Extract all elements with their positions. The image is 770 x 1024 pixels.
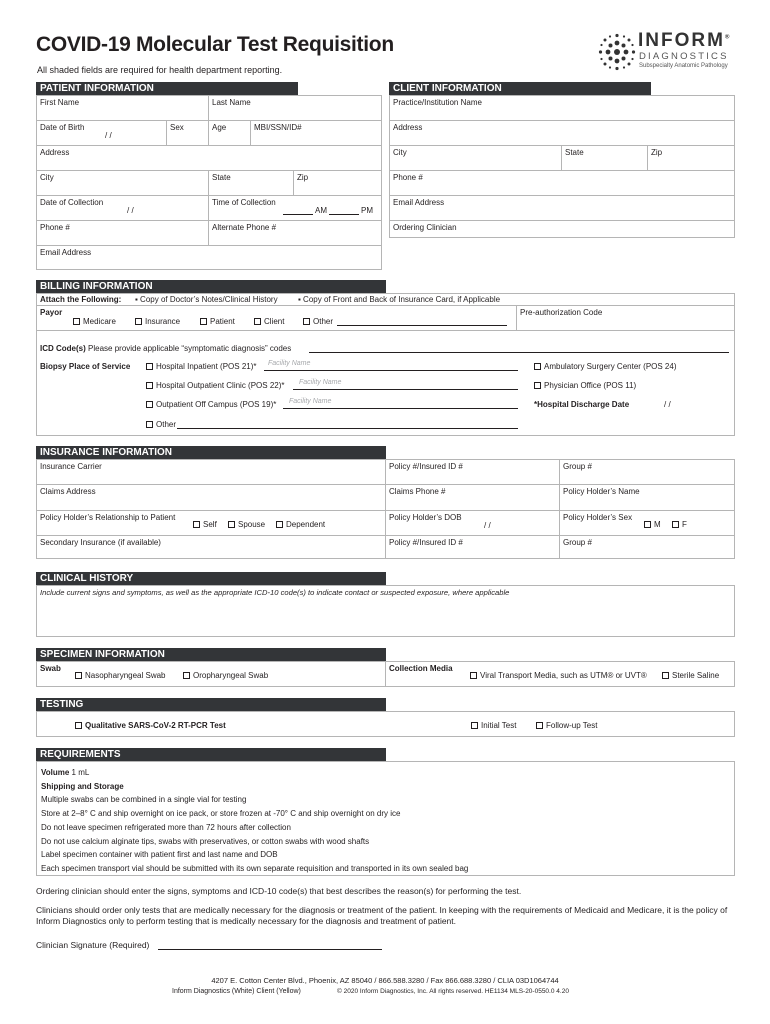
requirement-line: Do not leave specimen refrigerated more than 72 hours after collection [41,823,291,832]
swab-nasopharyngeal[interactable]: Nasopharyngeal Swab [75,671,166,680]
requirements-header: REQUIREMENTS [36,748,386,761]
claims-address-field[interactable]: Claims Address [37,485,386,511]
dob-field[interactable]: Date of Birth / / [37,121,167,146]
requirement-line: Do not use calcium alginate tips, swabs with preservatives, or cotton swabs with wood shafts [41,837,370,846]
billing-info-header: BILLING INFORMATION [36,280,386,293]
sex-field[interactable]: Sex [167,121,209,146]
volume-line: Volume 1 mL [41,768,90,777]
testing-box [36,711,735,737]
insurance-carrier-field[interactable]: Insurance Carrier [37,460,386,485]
group-field[interactable]: Group # [560,460,734,485]
preauth-code-field[interactable]: Pre-authorization Code [517,306,734,331]
requirement-line: Multiple swabs can be combined in a single vial for testing [41,795,247,804]
logo-tagline: Subspecialty Anatomic Pathology [639,63,728,69]
pos-off-campus[interactable]: Outpatient Off Campus (POS 19)* [146,400,276,409]
signature-label: Clinician Signature (Required) [36,940,150,950]
attach-row: Attach the Following: ▪ Copy of Doctor’s Notes/Clinical History ▪ Copy of Front and Back of Insurance Card, if Applicable [37,294,734,306]
page-subtitle: All shaded fields are required for health department reporting. [37,65,283,75]
client-info-box [389,95,735,238]
billing-info-box: Attach the Following: ▪ Copy of Doctor’s Notes/Clinical History ▪ Copy of Front and Back of Insurance Card, if Applicable Payor Medicare Insurance Patient Client Other Pre-authorization Code ICD Code(s) Please provide applicable “symptomatic diagnosis” codes Biopsy Place of Service Hospital Inpatient (POS 21)* Facility Name Hospital Outpatient Clinic (POS 22)* Facility Name Outpatient Off Campus (POS 19)* Facility Name Other Ambulatory Surgery Center (POS 24) Physician Office (POS 11) *Hospital Discharge Date / / [36,293,735,436]
pos-physician-office[interactable]: Physician Office (POS 11) [534,381,636,390]
payor-insurance[interactable]: Insurance [135,317,180,326]
pos-outpatient-clinic[interactable]: Hospital Outpatient Clinic (POS 22)* [146,381,285,390]
logo-sub: DIAGNOSTICS [639,51,729,62]
client-address-field[interactable]: Address [390,121,734,146]
rel-dependent[interactable]: Dependent [276,520,325,529]
patient-address-field[interactable]: Address [37,146,381,171]
patient-city-field[interactable]: City [37,171,209,196]
sex-f[interactable]: F [672,520,687,529]
page-title: COVID-19 Molecular Test Requisition [36,33,394,56]
mbi-field[interactable]: MBI/SSN/ID# [251,121,381,146]
patient-zip-field[interactable]: Zip [294,171,381,196]
test-sars-cov-2[interactable]: Qualitative SARS-CoV-2 RT-PCR Test [75,721,226,730]
payor-medicare[interactable]: Medicare [73,317,116,326]
first-name-field[interactable]: First Name [37,96,209,121]
insurance-info-header: INSURANCE INFORMATION [36,446,386,459]
sex-m[interactable]: M [644,520,661,529]
client-zip-field[interactable]: Zip [648,146,734,171]
relationship-field: Policy Holder’s Relationship to Patient Self Spouse Dependent [37,511,386,536]
policy-id-field[interactable]: Policy #/Insured ID # [386,460,560,485]
payor-client[interactable]: Client [254,317,284,326]
patient-info-box [36,95,382,270]
insurance-info-box [36,459,735,559]
rel-self[interactable]: Self [193,520,217,529]
requirement-line: Store at 2–8° C and ship overnight on ice pack, or store frozen at -70° C and ship overnight on dry ice [41,809,401,818]
patient-info-header: PATIENT INFORMATION [36,82,298,95]
shipping-heading: Shipping and Storage [41,782,124,791]
claims-phone-field[interactable]: Claims Phone # [386,485,560,511]
biopsy-place-label: Biopsy Place of Service [40,362,131,371]
media-vtm[interactable]: Viral Transport Media, such as UTM® or UVT® [470,671,647,680]
client-email-field[interactable]: Email Address [390,196,734,221]
collection-media-field: Collection Media Viral Transport Media, such as UTM® or UVT® Sterile Saline [389,664,720,680]
holder-sex-field: Policy Holder’s Sex M F [560,511,734,536]
client-state-field[interactable]: State [562,146,648,171]
footer-copies: Inform Diagnostics (White) Client (Yellow) [172,988,301,995]
holder-name-field[interactable]: Policy Holder’s Name [560,485,734,511]
payor-other[interactable]: Other [303,317,333,326]
specimen-info-box [36,661,735,687]
logo-word: INFORM® [638,30,730,51]
clinical-history-field[interactable]: Include current signs and symptoms, as well as the appropriate ICD-10 code(s) to indicate contact or suspected exposure, where applicable [36,585,735,637]
date-of-collection-field[interactable]: Date of Collection / / [37,196,209,221]
testing-header: TESTING [36,698,386,711]
pos-ambulatory[interactable]: Ambulatory Surgery Center (POS 24) [534,362,677,371]
specimen-info-header: SPECIMEN INFORMATION [36,648,386,661]
requirement-line: Label specimen container with patient first and last name and DOB [41,850,278,859]
group-2-field[interactable]: Group # [563,538,592,547]
client-city-field[interactable]: City [390,146,562,171]
follow-up-test-option[interactable]: Follow-up Test [536,721,597,730]
alt-phone-field[interactable]: Alternate Phone # [209,221,381,246]
requirement-line: Each specimen transport vial should be submitted with its own separate requisition and transported in its own sealed bag [41,864,469,873]
rel-spouse[interactable]: Spouse [228,520,265,529]
ordering-clinician-field[interactable]: Ordering Clinician [393,223,457,232]
time-of-collection-field[interactable]: Time of Collection AM PM [209,196,381,221]
footer-address: 4207 E. Cotton Center Blvd., Phoenix, AZ 85040 / 866.588.3280 / Fax 866.688.3280 / CLIA 03D1064744 [211,976,559,985]
company-logo [598,30,743,74]
footer-copyright: © 2020 Inform Diagnostics, Inc. All rights reserved. HE1134 MLS-20-0550.0 4.20 [337,988,569,995]
patient-email-field[interactable]: Email Address [40,248,92,257]
clinical-history-header: CLINICAL HISTORY [36,572,386,585]
holder-dob-field[interactable]: Policy Holder’s DOB / / [386,511,560,536]
pos-other[interactable]: Other [146,420,176,429]
payor-patient[interactable]: Patient [200,317,235,326]
note-paragraph-1: Ordering clinician should enter the signs, symptoms and ICD-10 code(s) that best describes the reason(s) for performing the test. [36,886,522,896]
client-phone-field[interactable]: Phone # [390,171,734,196]
logo-dots-icon [598,32,636,72]
initial-test-option[interactable]: Initial Test [471,721,516,730]
policy-id-2-field[interactable]: Policy #/Insured ID # [386,536,560,558]
client-info-header: CLIENT INFORMATION [389,82,651,95]
media-saline[interactable]: Sterile Saline [662,671,719,680]
secondary-insurance-field[interactable]: Secondary Insurance (if available) [37,536,386,558]
swab-field: Swab Nasopharyngeal Swab Oropharyngeal Swab [37,662,386,686]
age-field[interactable]: Age [209,121,251,146]
icd-codes-field[interactable]: ICD Code(s) Please provide applicable “symptomatic diagnosis” codes [40,344,292,353]
discharge-date-field[interactable]: *Hospital Discharge Date [534,400,630,409]
pos-inpatient[interactable]: Hospital Inpatient (POS 21)* [146,362,257,371]
signature-line[interactable] [158,949,382,950]
patient-phone-field[interactable]: Phone # [37,221,209,246]
practice-name-field[interactable]: Practice/Institution Name [390,96,734,121]
payor-field: Payor Medicare Insurance Patient Client Other [37,306,517,331]
swab-oropharyngeal[interactable]: Oropharyngeal Swab [183,671,268,680]
last-name-field[interactable]: Last Name [209,96,381,121]
note-paragraph-2: Clinicians should order only tests that are medically necessary for the diagnosis or treatment of the patient. In keeping with the requirements of Medicaid and Medicare, it is the policy of Inform Diagnostics only to perform testing that is medically necessary for the diagnosis and treatment of patient. [36,905,728,926]
requirements-box [36,761,735,876]
patient-state-field[interactable]: State [209,171,294,196]
